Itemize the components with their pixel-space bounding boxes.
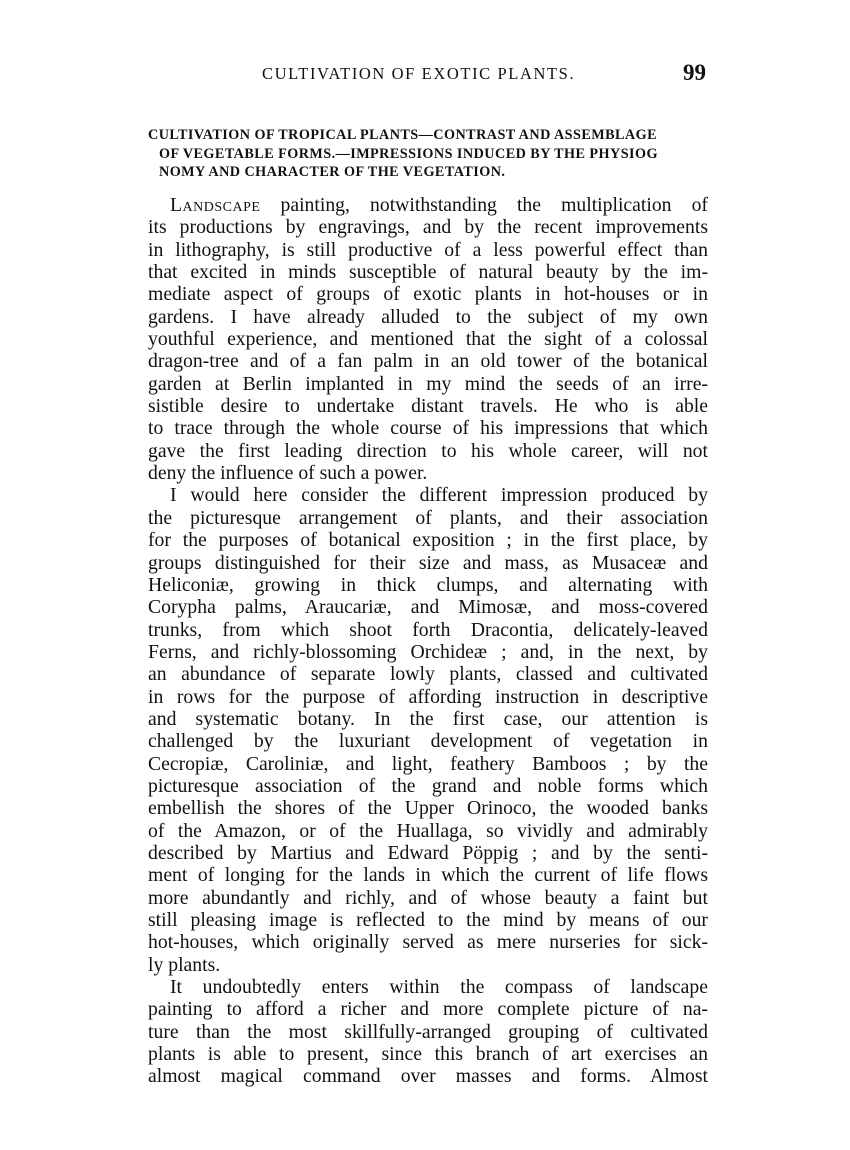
text-line: plants is able to present, since this branch of art exercises an — [148, 1043, 708, 1066]
text-line: dragon-tree and of a fan palm in an old tower of the botanical — [148, 350, 708, 373]
text-line: Ferns, and richly-blossoming Orchideæ ; and, in the next, by — [148, 640, 708, 663]
text-line: mediate aspect of groups of exotic plants in hot-houses or in — [148, 283, 708, 306]
text-line: hot-houses, which originally served as mere nurseries for sick- — [148, 931, 708, 954]
body-text — [148, 194, 708, 1088]
text-line: its productions by engravings, and by the recent improvements — [148, 216, 708, 239]
paragraph-first-line: It undoubtedly enters within the compass of landscape — [170, 976, 708, 999]
text-line: Corypha palms, Araucariæ, and Mimosæ, and moss-covered — [148, 596, 708, 619]
paragraph-first-line-text: painting, notwithstanding the multiplication of — [260, 194, 708, 216]
text-line: more abundantly and richly, and of whose beauty a faint but — [148, 886, 708, 909]
text-line: gardens. I have already alluded to the subject of my own — [148, 305, 708, 328]
paragraph-first-line: I would here consider the different impression produced by — [170, 484, 708, 507]
text-line: ture than the most skillfully-arranged grouping of cultivated — [148, 1020, 708, 1043]
text-line: an abundance of separate lowly plants, classed and cultivated — [148, 663, 708, 686]
text-line: challenged by the luxuriant development of vegetation in — [148, 730, 708, 753]
text-line: ly plants. — [148, 953, 221, 976]
text-line: Heliconiæ, growing in thick clumps, and alternating with — [148, 573, 708, 596]
running-title: CULTIVATION OF EXOTIC PLANTS. — [262, 64, 576, 83]
text-line: still pleasing image is reflected to the mind by means of our — [148, 909, 708, 931]
text-line: in lithography, is still productive of a less powerful effect than — [148, 238, 708, 261]
page-number: 99 — [683, 60, 706, 85]
text-line: for the purposes of botanical exposition ; in the first place, by — [148, 529, 708, 552]
text-line: the picturesque arrangement of plants, and their association — [148, 506, 708, 529]
text-line: picturesque association of the grand and noble forms which — [148, 774, 708, 797]
drop-word: Landscape — [170, 194, 261, 216]
text-line: that excited in minds susceptible of natural beauty by the im- — [148, 261, 708, 284]
text-line: garden at Berlin implanted in my mind the seeds of an irre- — [148, 372, 708, 395]
text-line: deny the influence of such a power. — [148, 462, 428, 485]
section-heading-line: NOMY AND CHARACTER OF THE VEGETATION. — [159, 164, 506, 180]
section-heading-line: OF VEGETABLE FORMS.—IMPRESSIONS INDUCED BY THE PHYSIOG — [159, 145, 659, 162]
text-line: in rows for the purpose of affording instruction in descriptive — [148, 685, 708, 708]
text-line: almost magical command over masses and forms. Almost — [148, 1065, 708, 1088]
section-heading-line: CULTIVATION OF TROPICAL PLANTS—CONTRAST AND ASSEMBLAGE — [148, 127, 658, 143]
text-line: gave the first leading direction to his whole career, will not — [148, 439, 708, 462]
text-line: of the Amazon, or of the Huallaga, so vividly and admirably — [148, 819, 708, 842]
text-line: sistible desire to undertake distant travels. He who is able — [148, 395, 708, 418]
paragraph-first-line — [148, 194, 708, 216]
running-head — [150, 62, 710, 86]
text-line: Cecropiæ, Caroliniæ, and light, feathery Bamboos ; by the — [148, 752, 708, 775]
text-line: trunks, from which shoot forth Dracontia, delicately-leaved — [148, 618, 708, 641]
text-line: to trace through the whole course of his impressions that which — [148, 417, 708, 440]
text-line: groups distinguished for their size and mass, as Musaceæ and — [148, 551, 708, 574]
section-heading — [148, 126, 708, 182]
text-line: youthful experience, and mentioned that the sight of a colossal — [148, 328, 708, 351]
text-line: embellish the shores of the Upper Orinoco, the wooded banks — [148, 797, 708, 820]
text-line: ment of longing for the lands in which the current of life flows — [148, 864, 708, 887]
text-line: described by Martius and Edward Pöppig ; and by the senti- — [148, 841, 708, 864]
text-line: painting to afford a richer and more complete picture of na- — [148, 998, 708, 1021]
text-line: and systematic botany. In the first case, our attention is — [148, 707, 708, 730]
